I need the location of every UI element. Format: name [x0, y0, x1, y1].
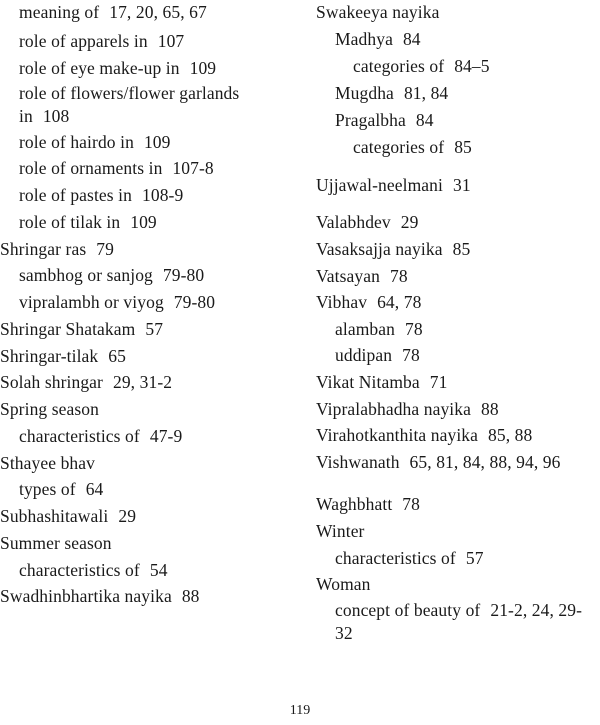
entry-term: meaning of [19, 2, 100, 22]
entry-pages: 85 [452, 239, 471, 259]
entry-term: Shringar Shatakam [0, 319, 136, 339]
entry-term: Sthayee bhav [0, 453, 95, 473]
entry-pages: 65, 81, 84, 88, 94, 96 [409, 452, 561, 472]
index-entry [19, 130, 171, 155]
index-entry [0, 317, 163, 342]
entry-pages: 71 [429, 372, 448, 392]
entry-pages: 107-8 [172, 158, 214, 178]
index-entry [0, 370, 172, 395]
entry-pages: 109 [143, 132, 171, 152]
entry-term: role of tilak in [19, 212, 121, 232]
entry-pages: 78 [402, 494, 420, 514]
index-entry [335, 27, 421, 52]
index-entry [19, 290, 215, 315]
index-entry [19, 210, 157, 235]
entry-term: alamban [335, 319, 395, 339]
index-entry [316, 423, 532, 448]
entry-term: role of hairdo in [19, 132, 134, 152]
entry-term: Ujjawal-neelmani [316, 175, 443, 195]
index-entry [0, 504, 136, 529]
index-entry [19, 156, 214, 181]
index-entry [19, 558, 168, 583]
entry-term: types of [19, 479, 76, 499]
entry-pages: 81, 84 [403, 83, 449, 103]
entry-pages: 79-80 [173, 292, 216, 312]
entry-pages: 107 [157, 31, 185, 51]
index-entry [19, 56, 216, 81]
entry-pages: 79 [96, 239, 114, 259]
index-entry [316, 519, 375, 544]
entry-term: role of apparels in [19, 31, 148, 51]
index-entry [335, 599, 595, 645]
index-entry [0, 397, 109, 422]
entry-term: vipralambh or viyog [19, 292, 164, 312]
index-entry [316, 370, 447, 395]
entry-pages: 57 [465, 548, 484, 568]
index-entry [0, 237, 114, 262]
index-entry [19, 0, 207, 25]
index-entry [335, 343, 420, 368]
entry-pages: 108 [42, 106, 70, 126]
entry-term: role of eye make-up in [19, 58, 180, 78]
entry-pages: 84 [415, 110, 434, 130]
entry-term: characteristics of [335, 548, 456, 568]
index-entry [316, 210, 418, 235]
entry-term: role of ornaments in [19, 158, 163, 178]
entry-term: sambhog or sanjog [19, 265, 153, 285]
entry-pages: 54 [149, 560, 168, 580]
entry-term: Madhya [335, 29, 393, 49]
entry-term: Valabhdev [316, 212, 391, 232]
entry-pages: 78 [404, 319, 423, 339]
entry-pages: 29, 31-2 [112, 372, 173, 392]
entry-pages: 85 [454, 137, 472, 157]
page-number: 119 [289, 703, 311, 718]
entry-term: Vipralabhadha nayika [316, 399, 471, 419]
entry-term: Mugdha [335, 83, 394, 103]
entry-pages: 78 [389, 266, 408, 286]
index-entry [0, 451, 105, 476]
index-entry [316, 264, 408, 289]
entry-term: Vasaksajja nayika [316, 239, 443, 259]
index-entry [335, 81, 448, 106]
index-entry [316, 290, 421, 315]
entry-term: Pragalbha [335, 110, 406, 130]
entry-pages: 84 [402, 29, 421, 49]
index-entry [0, 344, 126, 369]
index-entry [0, 584, 200, 609]
entry-term: Summer season [0, 533, 112, 553]
entry-pages: 29 [118, 506, 137, 526]
entry-pages: 64, 78 [377, 292, 422, 312]
index-entry [316, 237, 470, 262]
entry-term: Virahotkanthita nayika [316, 425, 478, 445]
entry-term: Waghbhatt [316, 494, 393, 514]
entry-pages: 29 [400, 212, 419, 232]
entry-pages: 109 [130, 212, 157, 232]
index-entry [335, 108, 434, 133]
entry-term: Shringar-tilak [0, 346, 99, 366]
entry-term: categories of [353, 137, 445, 157]
entry-term: Vatsayan [316, 266, 380, 286]
index-entry [19, 82, 291, 128]
entry-pages: 109 [189, 58, 217, 78]
entry-term: characteristics of [19, 426, 140, 446]
index-entry [335, 546, 484, 571]
entry-term: Solah shringar [0, 372, 103, 392]
index-entry [19, 424, 182, 449]
index-entry [353, 54, 490, 79]
entry-pages: 64 [85, 479, 104, 499]
index-entry [316, 492, 420, 517]
entry-term: concept of beauty of [335, 600, 481, 620]
index-entry [316, 397, 499, 422]
entry-term: Vikat Nitamba [316, 372, 420, 392]
index-entry [19, 29, 184, 54]
index-entry [316, 173, 471, 198]
entry-pages: 31 [452, 175, 471, 195]
entry-pages: 88 [480, 399, 499, 419]
entry-term: Vibhav [316, 292, 368, 312]
index-entry [316, 0, 449, 25]
index-entry [316, 572, 381, 597]
entry-term: Vishwanath [316, 452, 400, 472]
index-entry [19, 263, 204, 288]
entry-pages: 57 [145, 319, 164, 339]
entry-pages: 17, 20, 65, 67 [109, 2, 207, 22]
entry-term: Swadhinbhartika nayika [0, 586, 172, 606]
entry-pages: 47-9 [149, 426, 183, 446]
entry-pages: 78 [402, 345, 420, 365]
index-entry [316, 450, 561, 475]
index-entry [335, 317, 423, 342]
entry-term: Woman [316, 574, 371, 594]
entry-pages: 21-2, 24, 29-32 [335, 600, 583, 643]
entry-pages: 108-9 [142, 185, 184, 205]
entry-term: role of pastes in [19, 185, 132, 205]
index-entry [19, 477, 103, 502]
entry-pages: 84–5 [454, 56, 490, 76]
entry-pages: 85, 88 [488, 425, 533, 445]
entry-term: Subhashitawali [0, 506, 109, 526]
entry-term: role of flowers/flower garlands in [19, 83, 240, 126]
index-entry [0, 531, 122, 556]
entry-term: uddipan [335, 345, 393, 365]
entry-term: Winter [316, 521, 365, 541]
entry-term: Swakeeya nayika [316, 2, 440, 22]
index-entry [19, 183, 183, 208]
entry-term: Spring season [0, 399, 100, 419]
entry-pages: 65 [108, 346, 126, 366]
entry-term: Shringar ras [0, 239, 87, 259]
entry-pages: 88 [181, 586, 200, 606]
entry-term: characteristics of [19, 560, 140, 580]
entry-term: categories of [353, 56, 445, 76]
entry-pages: 79-80 [162, 265, 205, 285]
index-entry [353, 135, 472, 160]
